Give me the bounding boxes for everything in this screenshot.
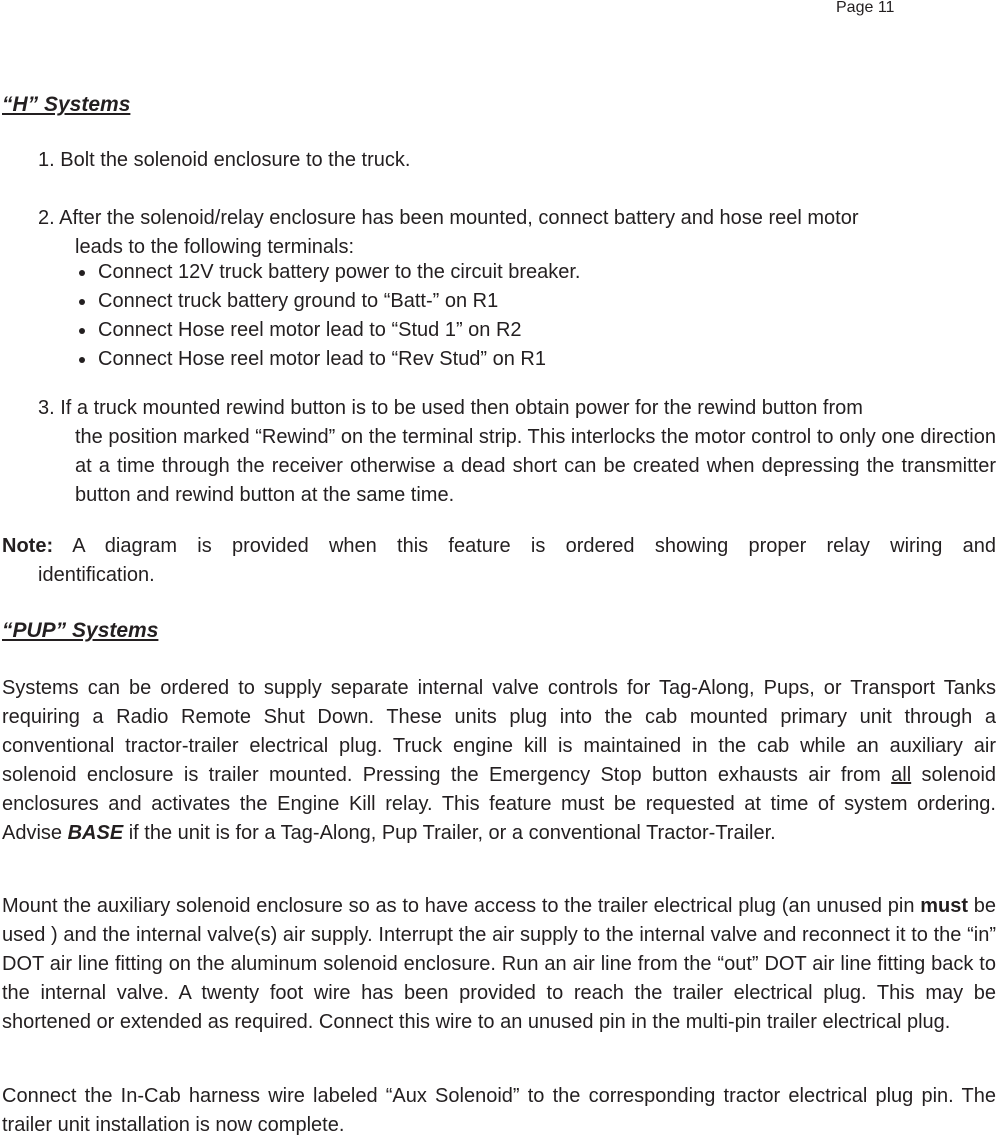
note-label: Note: (2, 535, 54, 557)
note-text-line-2: identification. (38, 564, 155, 586)
bullet-item: Connect truck battery ground to “Batt-” on R1 (78, 287, 580, 316)
bullet-item: Connect 12V truck battery power to the circuit breaker. (78, 258, 580, 287)
note-text-line-1: A diagram is provided when this feature is ordered showing proper relay wiring and (53, 535, 996, 557)
step-3-line-1: 3. If a truck mounted rewind button is to be used then obtain power for the rewind button from (38, 397, 863, 419)
page-number: Page 11 (836, 0, 895, 16)
step-3-continuation: the position marked “Rewind” on the terminal strip. This interlocks the motor control to only one direction at a time through the receiver otherwise a dead short can be created when depressing the transmitter button and rewind button at the same time. (75, 426, 996, 506)
note-block (2, 532, 996, 590)
pup-paragraph-3: Connect the In-Cab harness wire labeled “Aux Solenoid” to the corresponding tractor electrical plug pin. The trailer unit installation is now complete. (2, 1085, 996, 1136)
emphasis-all: all (891, 764, 912, 786)
step-1: 1. Bolt the solenoid enclosure to the truck. (38, 149, 411, 171)
step-2-line-1: 2. After the solenoid/relay enclosure has been mounted, connect battery and hose reel motor (38, 207, 859, 229)
step-2 (38, 204, 996, 262)
bullet-item: Connect Hose reel motor lead to “Rev Stud” on R1 (78, 345, 580, 374)
pup-paragraph-2: Mount the auxiliary solenoid enclosure so as to have access to the trailer electrical plug (an unused pin must be used ) and the internal valve(s) air supply. Interrupt the air supply to the internal valve and reconnect it to the “in” DOT air line fitting on the aluminum solenoid enclosure. Run an air line from the “out” DOT air line fitting back to the internal valve. A twenty foot wire has been provided to reach the trailer electrical plug. This may be shortened or extended as required. Connect this wire to an unused pin in the multi-pin trailer electrical plug. (2, 895, 996, 1033)
emphasis-base: BASE (67, 822, 124, 844)
pup-paragraph-1: Systems can be ordered to supply separate internal valve controls for Tag-Along, Pups, or Transport Tanks requiring a Radio Remote Shut Down. These units plug into the cab mounted primary unit through a conventional tractor-trailer electrical plug. Truck engine kill is maintained in the cab while an auxiliary air solenoid enclosure is trailer mounted. Pressing the Emergency Stop button exhausts air from all solenoid enclosures and activates the Engine Kill relay. This feature must be requested at time of system ordering. Advise BASE if the unit is for a Tag-Along, Pup Trailer, or a conventional Tractor-Trailer. (2, 677, 997, 844)
terminal-bullet-list (78, 258, 580, 374)
pup-systems-heading: “PUP” Systems (2, 619, 159, 642)
step-3 (38, 394, 996, 510)
h-systems-heading: “H” Systems (2, 93, 131, 116)
step-2-line-2: leads to the following terminals: (75, 236, 355, 258)
emphasis-must: must (920, 895, 968, 917)
bullet-item: Connect Hose reel motor lead to “Stud 1” on R2 (78, 316, 580, 345)
